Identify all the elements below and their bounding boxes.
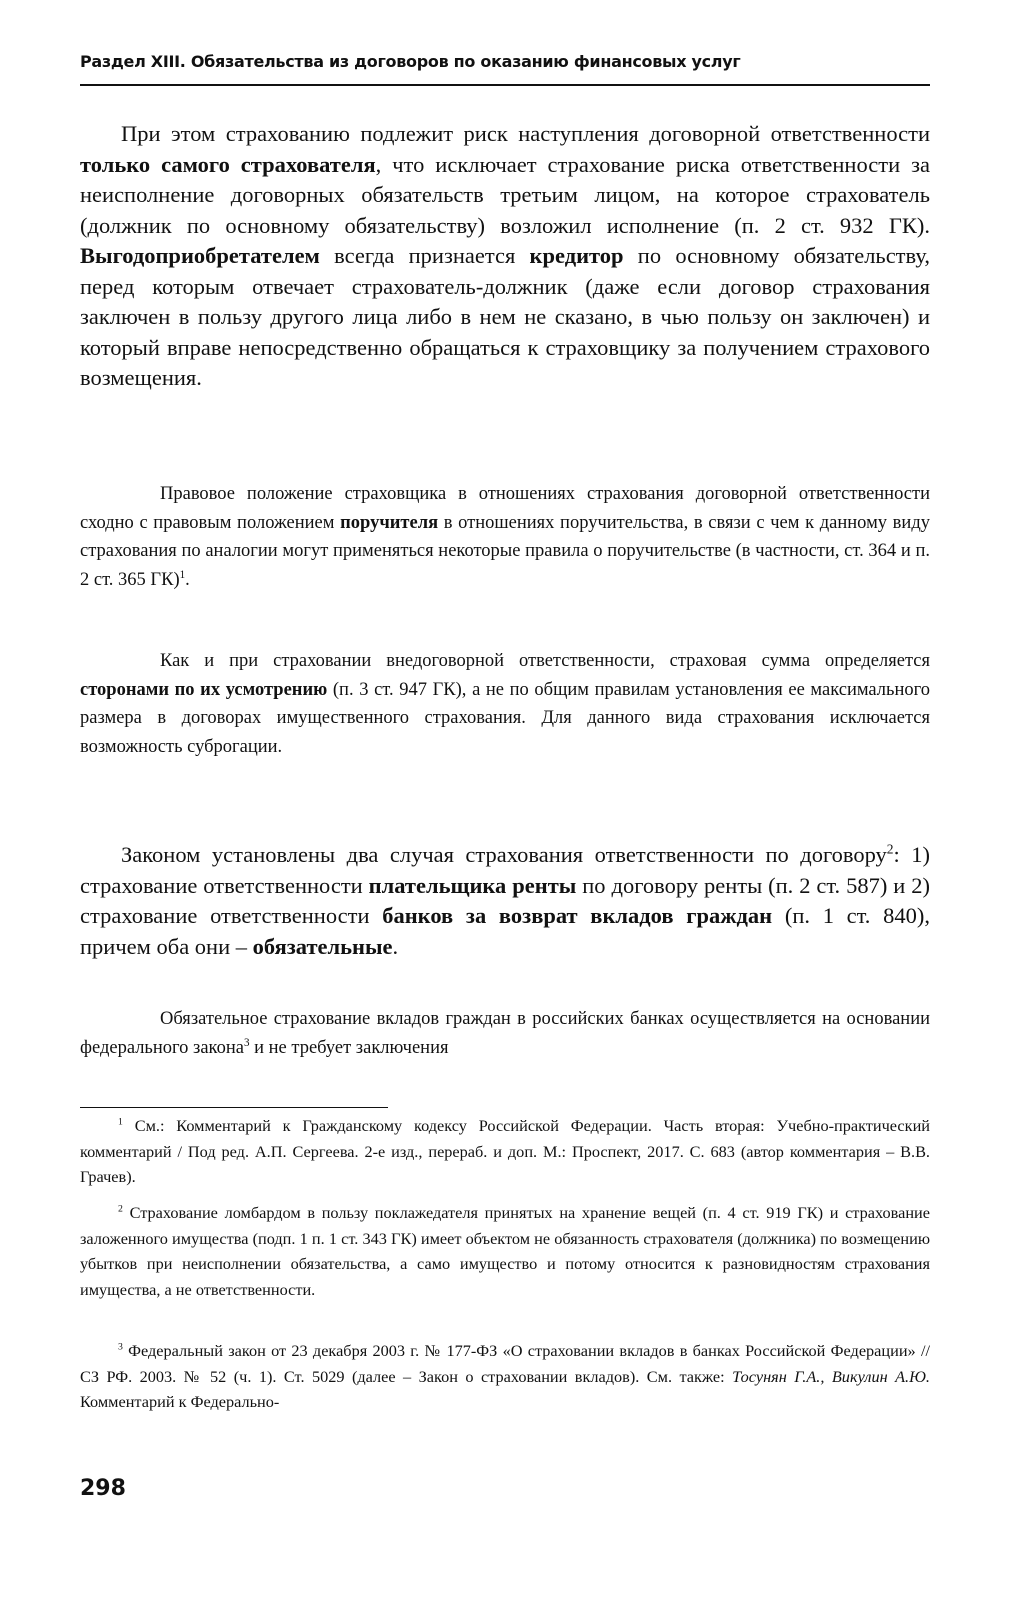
bold-term: сторонами по их усмотрению [80, 679, 328, 700]
running-head: Раздел XIII. Обязательства из договоров по оказанию финансовых услуг [80, 52, 741, 71]
footnote-ref-2: 2 [886, 841, 894, 857]
header-rule [80, 84, 930, 86]
bold-term: только самого страхователя [80, 151, 376, 177]
small-print-paragraph-3: Обязательное страхование вкладов граждан в российских банках осуществляется на основании федерального закона$^3$ и не требует заключения [80, 1009, 930, 1058]
footnote-ref-3: 3 [243, 1036, 250, 1049]
bold-term: плательщика ренты [368, 872, 577, 898]
small-print-paragraph-1: Правовое положение страховщика в отношениях страхования договорной ответственности сходно с правовым положением поручителя в отношениях поручительства, в связи с чем к данному виду страхования по аналогии могут применяться некоторые правила о поручительстве (в частности, ст. 364 и п. 2 ст. 365 ГК)$^1$. [80, 484, 930, 590]
footnote-1: $^1$ См.: Комментарий к Гражданскому кодексу Российской Федерации. Часть вторая: Учебно-практический комментарий / Под ред. А.П. Сергеева. 2-е изд., перераб. и доп. М.: Проспект, 2017. С. 683 (автор комментария – В.В. Грачев). [80, 1116, 930, 1187]
footnote-ref-1: 1 [179, 568, 186, 581]
bold-term: кредитор [529, 243, 624, 268]
footnote-3: $^3$ Федеральный закон от 23 декабря 2003 г. № 177-ФЗ «О страховании вкладов в банках Российской Федерации» // СЗ РФ. 2003. № 52 (ч. 1). Ст. 5029 (далее – Закон о страховании вкладов). См. также: Тосунян Г.А., Викулин А.Ю. Комментарий к Федерально- [80, 1341, 930, 1412]
footnote-separator [80, 1107, 388, 1108]
author-names: Тосунян Г.А., Викулин А.Ю. [732, 1366, 930, 1386]
body-paragraph-2: Законом установлены два случая страхования ответственности по договору$^2$: 1) страхование ответственности плательщика ренты по договору ренты (п. 2 ст. 587) и 2) страхование ответственности банков за возврат вкладов граждан (п. 1 ст. 840), причем оба они – обязательные. [80, 841, 931, 959]
page-number: 298 [80, 1476, 126, 1501]
body-paragraph-1: При этом страхованию подлежит риск наступления договорной ответственности только самого страхователя, что исключает страхование риска ответственности за неисполнение договорных обязательств третьим лицом, на которое страхователь (должник по основному обязательству) возложил исполнение (п. 2 ст. 932 ГК). Выгодоприобретателем всегда признается кредитор по основному обязательству, перед которым отвечает страхователь-должник (даже если договор страхования заключен в пользу другого лица либо в нем не сказано, в чью пользу он заключен) и который вправе непосредственно обращаться к страховщику за получением страхового возмещения. [80, 121, 930, 390]
small-print-paragraph-2: Как и при страховании внедоговорной ответственности, страховая сумма определяется сторонами по их усмотрению (п. 3 ст. 947 ГК), а не по общим правилам установления ее максимального размера в договорах имущественного страхования. Для данного вида страхования исключается возможность суброгации. [80, 651, 930, 757]
footnote-2: $^2$ Страхование ломбардом в пользу поклажедателя принятых на хранение вещей (п. 4 ст. 919 ГК) и страхование заложенного имущества (подп. 1 п. 1 ст. 343 ГК) имеет объектом не обязанность страхователя (должника) по возмещению убытков при неисполнении обязательства, а само имущество и потому относится к разновидностям страхования имущества, а не ответственности. [80, 1203, 930, 1299]
bold-term: Выгодоприобретателем [80, 243, 320, 268]
bold-term: банков за возврат вкладов граждан [382, 903, 773, 928]
bold-term: поручителя [340, 512, 439, 533]
bold-term: обязательные [252, 933, 393, 959]
